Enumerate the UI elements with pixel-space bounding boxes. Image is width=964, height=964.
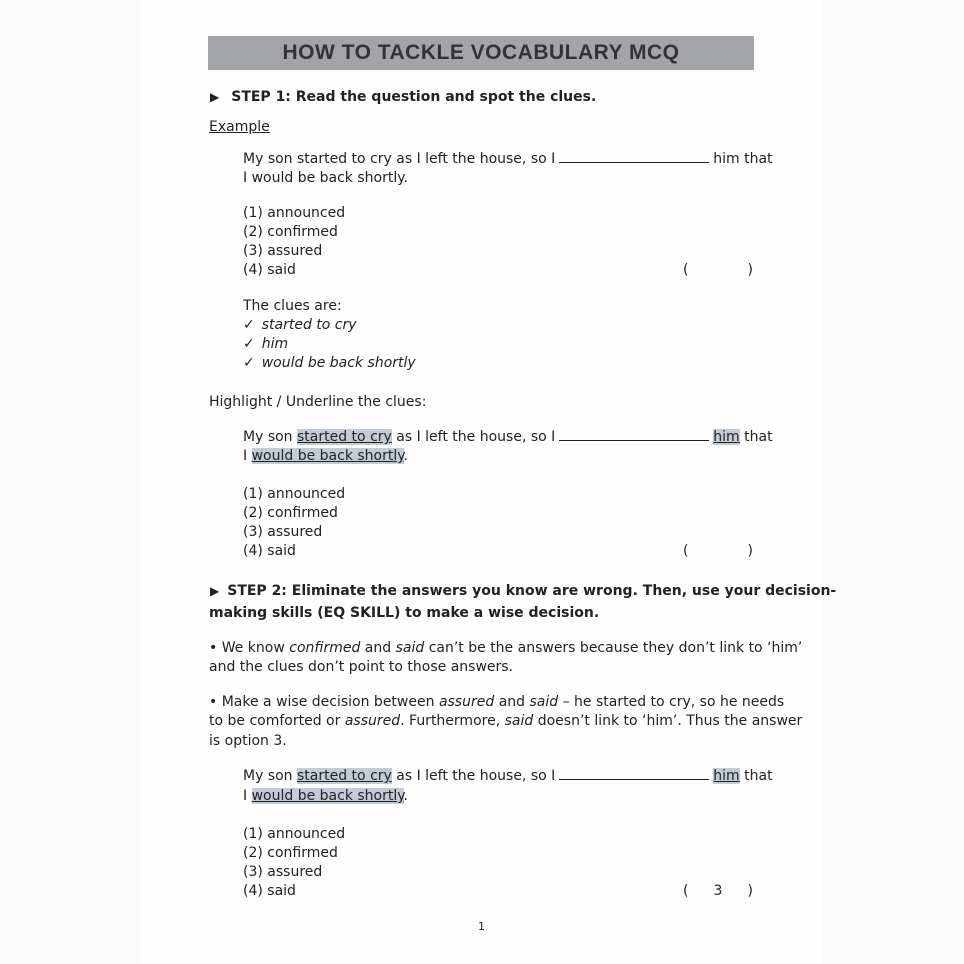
page-title: HOW TO TACKLE VOCABULARY MCQ (208, 36, 754, 70)
triangle-bullet-icon: ▶ (210, 584, 220, 598)
highlight-heading: Highlight / Underline the clues: (209, 394, 427, 410)
highlighted-question-line1: My son started to cry as I left the house, so I him that (243, 768, 773, 784)
step1-heading (210, 88, 596, 106)
question-text-part1: My son started to cry as I left the house, so I (243, 151, 556, 167)
clue-item: ✓ him (243, 336, 289, 352)
answer-blank (559, 428, 709, 441)
highlighted-question-line2: I would be back shortly. (243, 788, 408, 804)
explanation-bullet-1: • We know confirmed and said can’t be the answers because they don’t link to ‘him’ (209, 640, 803, 656)
clues-heading: The clues are: (243, 298, 342, 314)
clue-highlight: him (713, 768, 740, 784)
step2-heading-line2: making skills (EQ SKILL) to make a wise decision. (209, 605, 600, 621)
example-label: Example (209, 119, 270, 135)
step1-text: STEP 1: Read the question and spot the clues. (231, 89, 597, 105)
clue-highlight: would be back shortly (251, 788, 404, 804)
answer-parentheses: ( 3 ) (683, 883, 753, 899)
clue-highlight: started to cry (297, 429, 392, 445)
clue-item: ✓ would be back shortly (243, 355, 416, 371)
explanation-bullet-1-line2: and the clues don’t point to those answers. (209, 659, 514, 675)
option-2: (2) confirmed (243, 505, 338, 521)
checkmark-icon: ✓ (243, 336, 255, 352)
page-number: 1 (478, 920, 485, 933)
option-2: (2) confirmed (243, 845, 338, 861)
option-3: (3) assured (243, 524, 323, 540)
option-3: (3) assured (243, 243, 323, 259)
option-4: (4) said (243, 543, 296, 559)
clue-highlight: would be back shortly (251, 448, 404, 464)
final-answer: 3 (713, 883, 723, 899)
answer-parentheses: ( ) (683, 543, 753, 559)
checkmark-icon: ✓ (243, 317, 255, 333)
option-1: (1) announced (243, 205, 346, 221)
question-line2: I would be back shortly. (243, 170, 408, 186)
highlighted-question-line2: I would be back shortly. (243, 448, 408, 464)
option-1: (1) announced (243, 826, 346, 842)
option-4: (4) said (243, 262, 296, 278)
question-line1 (243, 150, 773, 168)
clue-highlight: started to cry (297, 768, 392, 784)
clue-item: ✓ started to cry (243, 317, 357, 333)
answer-parentheses: ( ) (683, 262, 753, 278)
highlighted-question-line1: My son started to cry as I left the house, so I him that (243, 429, 773, 445)
option-3: (3) assured (243, 864, 323, 880)
checkmark-icon: ✓ (243, 355, 255, 371)
option-1: (1) announced (243, 486, 346, 502)
triangle-bullet-icon: ▶ (210, 90, 220, 104)
answer-blank (559, 150, 709, 163)
explanation-bullet-2-line3: is option 3. (209, 733, 287, 749)
page-sheet (140, 0, 822, 964)
explanation-bullet-2: • Make a wise decision between assured and said – he started to cry, so he needs (209, 694, 785, 710)
question-text-part2: him that (713, 151, 773, 167)
option-4: (4) said (243, 883, 296, 899)
clue-highlight: him (713, 429, 740, 445)
answer-blank (559, 767, 709, 780)
explanation-bullet-2-line2: to be comforted or assured. Furthermore, said doesn’t link to ‘him’. Thus the answer (209, 713, 803, 729)
step2-heading: ▶ STEP 2: Eliminate the answers you know are wrong. Then, use your decision- (210, 583, 837, 599)
option-2: (2) confirmed (243, 224, 338, 240)
